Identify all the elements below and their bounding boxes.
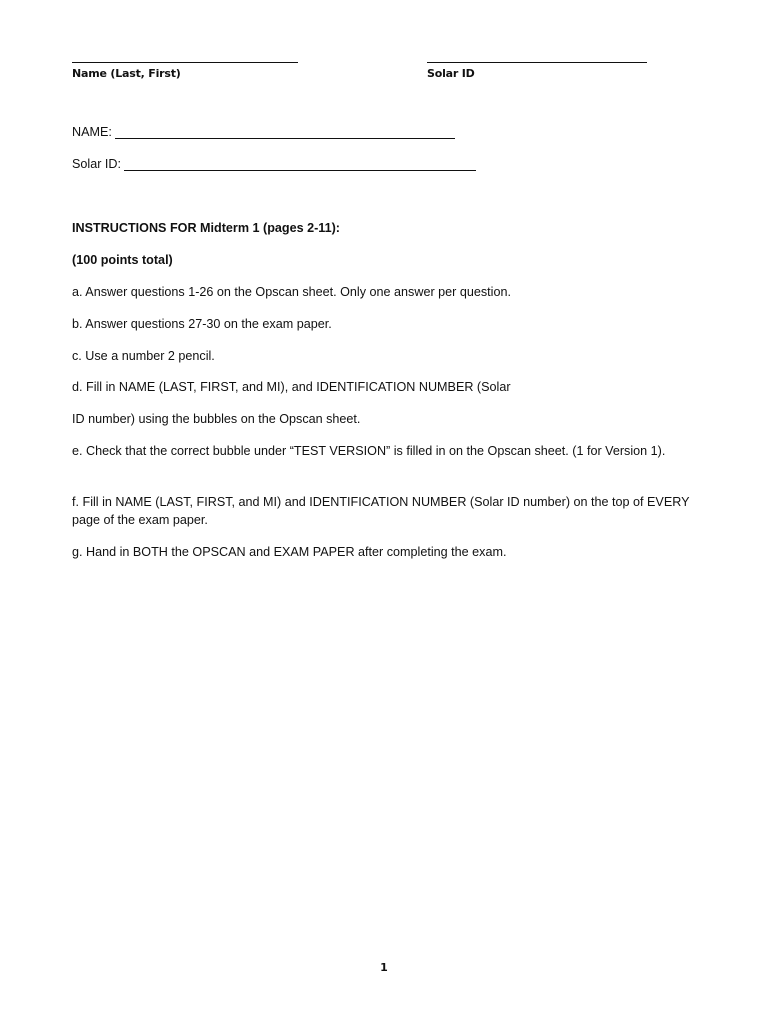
header-name-label: Name (Last, First)	[72, 67, 181, 80]
instruction-item-d: d. Fill in NAME (LAST, FIRST, and MI), and IDENTIFICATION NUMBER (Solar	[72, 380, 511, 394]
instruction-item-d-continued: ID number) using the bubbles on the Opscan sheet.	[72, 412, 361, 426]
instruction-item-a: a. Answer questions 1-26 on the Opscan sheet. Only one answer per question.	[72, 285, 511, 299]
instruction-item-c: c. Use a number 2 pencil.	[72, 349, 215, 363]
solar-id-field	[72, 157, 476, 171]
instructions-heading: INSTRUCTIONS FOR Midterm 1 (pages 2-11):	[72, 221, 341, 235]
header-solar-block	[427, 50, 647, 80]
instruction-item-g: g. Hand in BOTH the OPSCAN and EXAM PAPER after completing the exam.	[72, 545, 507, 559]
solar-id-fill-line	[124, 158, 476, 171]
instruction-item-b: b. Answer questions 27-30 on the exam paper.	[72, 317, 332, 331]
points-total: (100 points total)	[72, 253, 173, 267]
instruction-item-f: f. Fill in NAME (LAST, FIRST, and MI) and IDENTIFICATION NUMBER (Solar ID number) on the top of EVERY page of the exam paper.	[72, 495, 690, 527]
name-field	[72, 125, 455, 139]
name-fill-line	[115, 126, 455, 139]
header-name-line	[72, 50, 298, 63]
solar-id-field-label: Solar ID:	[72, 157, 121, 171]
header-solar-label: Solar ID	[427, 67, 475, 80]
instruction-item-e: e. Check that the correct bubble under “TEST VERSION” is filled in on the Opscan sheet. (1 for Version 1).	[72, 444, 666, 458]
header-name-block	[72, 50, 298, 80]
header-solar-line	[427, 50, 647, 63]
page-number: 1	[380, 961, 388, 974]
name-field-label: NAME:	[72, 125, 112, 139]
